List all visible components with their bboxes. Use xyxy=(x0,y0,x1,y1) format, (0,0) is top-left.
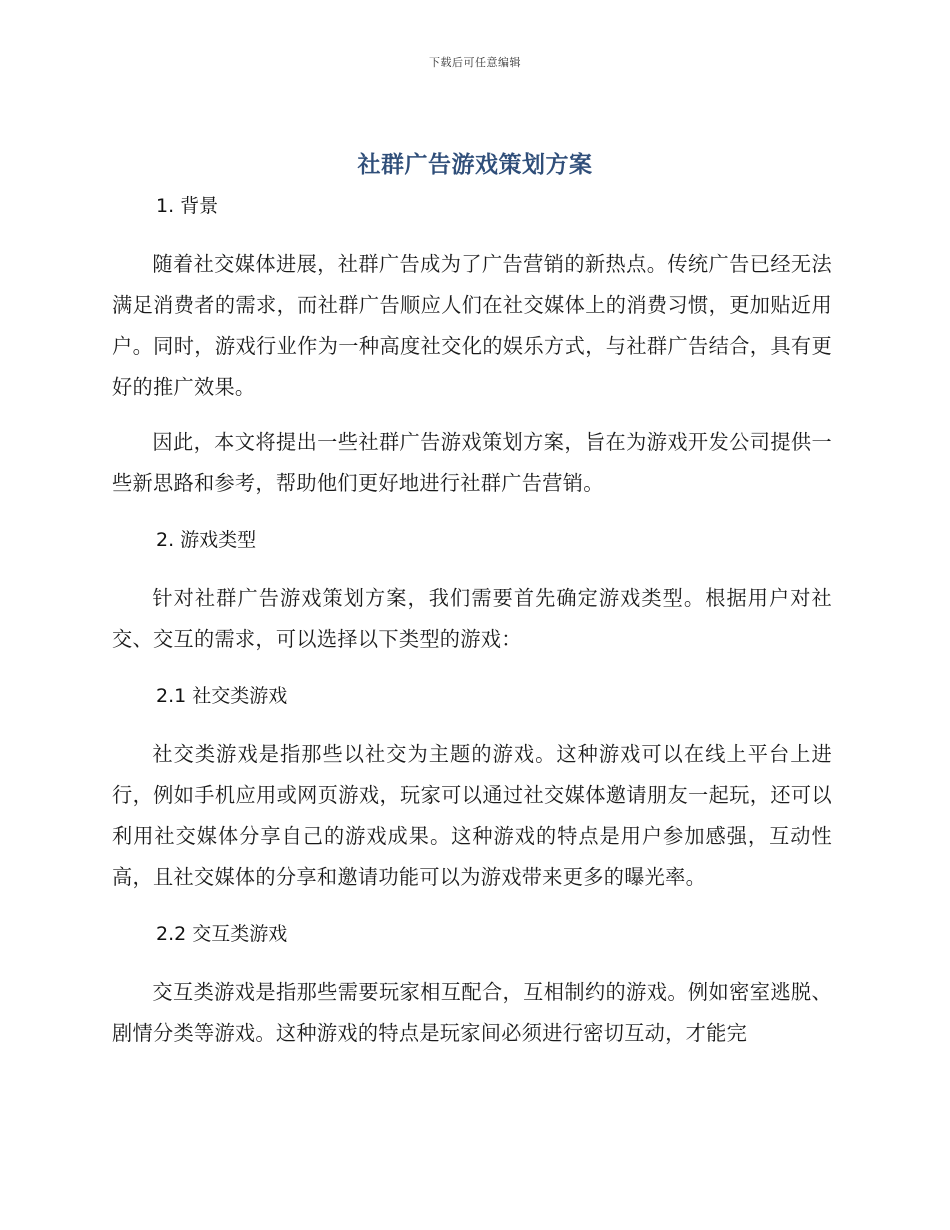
paragraph: 社交类游戏是指那些以社交为主题的游戏。这种游戏可以在线上平台上进行，例如手机应用或网页游戏，玩家可以通过社交媒体邀请朋友一起玩，还可以利用社交媒体分享自己的游戏成果。这种游戏的特点是用户参加感强，互动性高，且社交媒体的分享和邀请功能可以为游戏带来更多的曝光率。 xyxy=(112,742,832,889)
section-heading-game-types: 2. 游戏类型 xyxy=(156,529,257,551)
document-body xyxy=(112,190,832,1054)
paragraph: 针对社群广告游戏策划方案，我们需要首先确定游戏类型。根据用户对社交、交互的需求，可以选择以下类型的游戏： xyxy=(112,586,832,651)
section-heading-interactive-games: 2.2 交互类游戏 xyxy=(156,923,288,945)
paragraph: 因此，本文将提出一些社群广告游戏策划方案，旨在为游戏开发公司提供一些新思路和参考，帮助他们更好地进行社群广告营销。 xyxy=(112,430,832,495)
section-heading-social-games: 2.1 社交类游戏 xyxy=(156,685,288,707)
section-heading-background: 1. 背景 xyxy=(156,195,219,217)
document-title: 社群广告游戏策划方案 xyxy=(357,152,593,178)
paragraph: 交互类游戏是指那些需要玩家相互配合，互相制约的游戏。例如密室逃脱、剧情分类等游戏。这种游戏的特点是玩家间必须进行密切互动，才能完 xyxy=(112,980,832,1045)
paragraph: 随着社交媒体进展，社群广告成为了广告营销的新热点。传统广告已经无法满足消费者的需求，而社群广告顺应人们在社交媒体上的消费习惯，更加贴近用户。同时，游戏行业作为一种高度社交化的娱乐方式，与社群广告结合，具有更好的推广效果。 xyxy=(112,252,832,399)
header-note: 下载后可任意编辑 xyxy=(429,56,521,69)
